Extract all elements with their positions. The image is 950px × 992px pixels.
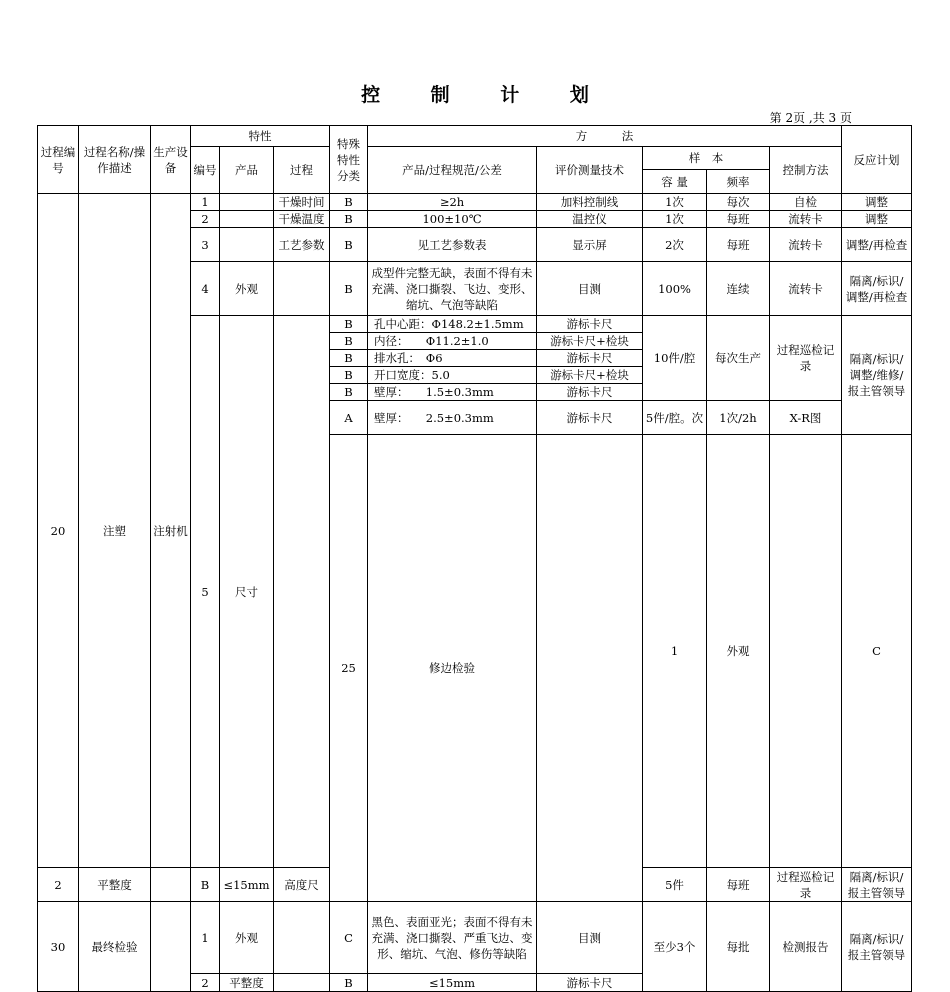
spec: ≤15mm [368, 974, 537, 992]
sample-capacity: 1次 [643, 194, 707, 211]
equipment [537, 435, 643, 902]
reaction-plan: 隔离/标识/调整/再检查 [842, 262, 912, 316]
eval-tech: 游标卡尺 [537, 384, 643, 401]
sample-capacity: 1次 [643, 211, 707, 228]
spec: 见工艺参数表 [368, 228, 537, 262]
special-class: B [330, 350, 368, 367]
eval-tech: 游标卡尺+检块 [537, 333, 643, 350]
control-method: 流转卡 [770, 228, 842, 262]
special-class: B [330, 228, 368, 262]
process [274, 316, 330, 868]
sample-frequency: 1次/2h [707, 401, 770, 435]
header-capacity: 容 量 [643, 170, 707, 194]
spec: 100±10℃ [368, 211, 537, 228]
reaction-plan: 调整 [842, 194, 912, 211]
table-row [38, 902, 912, 974]
special-class: B [330, 384, 368, 401]
process: 工艺参数 [274, 228, 330, 262]
control-method: 流转卡 [770, 211, 842, 228]
eval-tech: 游标卡尺 [537, 350, 643, 367]
eval-tech: 显示屏 [537, 228, 643, 262]
control-method: 检测报告 [770, 902, 842, 992]
sample-capacity: 100% [643, 262, 707, 316]
reaction-plan: 调整 [842, 211, 912, 228]
sample-frequency: 每批 [707, 902, 770, 992]
header-frequency: 频率 [707, 170, 770, 194]
sample-capacity: 2次 [643, 228, 707, 262]
control-method: 自检 [770, 194, 842, 211]
spec: 成型件完整无缺，表面不得有未充满、浇口撕裂、飞边、变形、缩坑、气泡等缺陷 [368, 262, 537, 316]
spec: 内径： Φ11.2±1.0 [368, 333, 537, 350]
char-no: 2 [38, 868, 79, 902]
sample-capacity: 5件 [643, 868, 707, 902]
header-process: 过程 [274, 147, 330, 194]
special-class: C [330, 902, 368, 974]
control-method: 过程巡检记录 [770, 316, 842, 401]
char-no: 2 [191, 211, 220, 228]
process [151, 868, 191, 902]
sample-frequency: 连续 [707, 262, 770, 316]
char-no: 2 [191, 974, 220, 992]
header-char-no: 编号 [191, 147, 220, 194]
sample-frequency: 每次 [707, 194, 770, 211]
char-no: 1 [191, 902, 220, 974]
sample-frequency: 每班 [707, 211, 770, 228]
equipment: 注射机 [151, 194, 191, 868]
process-no: 20 [38, 194, 79, 868]
eval-tech: 游标卡尺+检块 [537, 367, 643, 384]
char-no: 1 [643, 435, 707, 868]
control-method: 流转卡 [770, 262, 842, 316]
process: 干燥时间 [274, 194, 330, 211]
sample-capacity: 5件/腔。次 [643, 401, 707, 435]
process-no: 30 [38, 902, 79, 992]
special-class: B [330, 262, 368, 316]
header-characteristics: 特性 [191, 126, 330, 147]
eval-tech: 游标卡尺 [537, 974, 643, 992]
process-name: 修边检验 [368, 435, 537, 902]
eval-tech: 游标卡尺 [537, 316, 643, 333]
sample-capacity: 10件/腔 [643, 316, 707, 401]
special-class: B [330, 974, 368, 992]
product: 平整度 [220, 974, 274, 992]
product [220, 194, 274, 211]
eval-tech: 加料控制线 [537, 194, 643, 211]
page-info: 第 2页 ,共 3 页 [769, 111, 852, 125]
control-method: 过程巡检记录 [770, 868, 842, 902]
process: 干燥温度 [274, 211, 330, 228]
special-class: B [330, 194, 368, 211]
header-eval: 评价测量技术 [537, 147, 643, 194]
product [220, 211, 274, 228]
special-class: B [191, 868, 220, 902]
header-reaction: 反应计划 [842, 126, 912, 194]
reaction-plan: 隔离/标识/调整/维修/报主管领导 [842, 316, 912, 435]
reaction-plan: 隔离/标识/报主管领导 [842, 868, 912, 902]
process-no: 25 [330, 435, 368, 902]
spec: 壁厚： 1.5±0.3mm [368, 384, 537, 401]
spec: 开口宽度：5.0 [368, 367, 537, 384]
spec: 孔中心距：Φ148.2±1.5mm [368, 316, 537, 333]
eval-tech: 游标卡尺 [537, 401, 643, 435]
special-class: A [330, 401, 368, 435]
header-methods: 方 法 [368, 126, 842, 147]
header-process-name: 过程名称/操作描述 [79, 126, 151, 194]
control-plan-table [37, 125, 912, 992]
spec: 壁厚： 2.5±0.3mm [368, 401, 537, 435]
process-name: 注塑 [79, 194, 151, 868]
spec: ≥2h [368, 194, 537, 211]
char-no: 3 [191, 228, 220, 262]
product: 外观 [220, 262, 274, 316]
product: 外观 [220, 902, 274, 974]
sample-frequency: 每班 [707, 868, 770, 902]
special-class: B [330, 316, 368, 333]
process [274, 902, 330, 974]
equipment [151, 902, 191, 992]
sample-capacity: 至少3个 [643, 902, 707, 992]
header-sample: 样 本 [643, 147, 770, 170]
header-equipment: 生产设备 [151, 126, 191, 194]
reaction-plan: 隔离/标识/报主管领导 [842, 902, 912, 992]
sample-frequency: 每次生产 [707, 316, 770, 401]
char-no: 5 [191, 316, 220, 868]
document-title: 控 制 计 划 [361, 84, 611, 106]
char-no: 1 [191, 194, 220, 211]
eval-tech: 目测 [537, 902, 643, 974]
process-name: 最终检验 [79, 902, 151, 992]
spec: 排水孔： Φ6 [368, 350, 537, 367]
special-class: B [330, 211, 368, 228]
spec: ≤15mm [220, 868, 274, 902]
spec: 黑色、表面亚光；表面不得有未充满、浇口撕裂、严重飞边、变形、缩坑、气泡、修伤等缺陷 [368, 902, 537, 974]
control-method: X-R图 [770, 401, 842, 435]
header-spec: 产品/过程规范/公差 [368, 147, 537, 194]
header-product: 产品 [220, 147, 274, 194]
eval-tech: 高度尺 [274, 868, 330, 902]
product: 外观 [707, 435, 770, 868]
special-class: C [842, 435, 912, 868]
header-special-class: 特殊特性分类 [330, 126, 368, 194]
sample-frequency: 每班 [707, 228, 770, 262]
product [220, 228, 274, 262]
process [274, 974, 330, 992]
reaction-plan: 调整/再检查 [842, 228, 912, 262]
eval-tech: 温控仪 [537, 211, 643, 228]
char-no: 4 [191, 262, 220, 316]
special-class: B [330, 333, 368, 350]
product: 平整度 [79, 868, 151, 902]
special-class: B [330, 367, 368, 384]
eval-tech: 目测 [537, 262, 643, 316]
process [274, 262, 330, 316]
header-process-no: 过程编号 [38, 126, 79, 194]
product: 尺寸 [220, 316, 274, 868]
header-control: 控制方法 [770, 147, 842, 194]
process [770, 435, 842, 868]
table-row [38, 194, 912, 211]
